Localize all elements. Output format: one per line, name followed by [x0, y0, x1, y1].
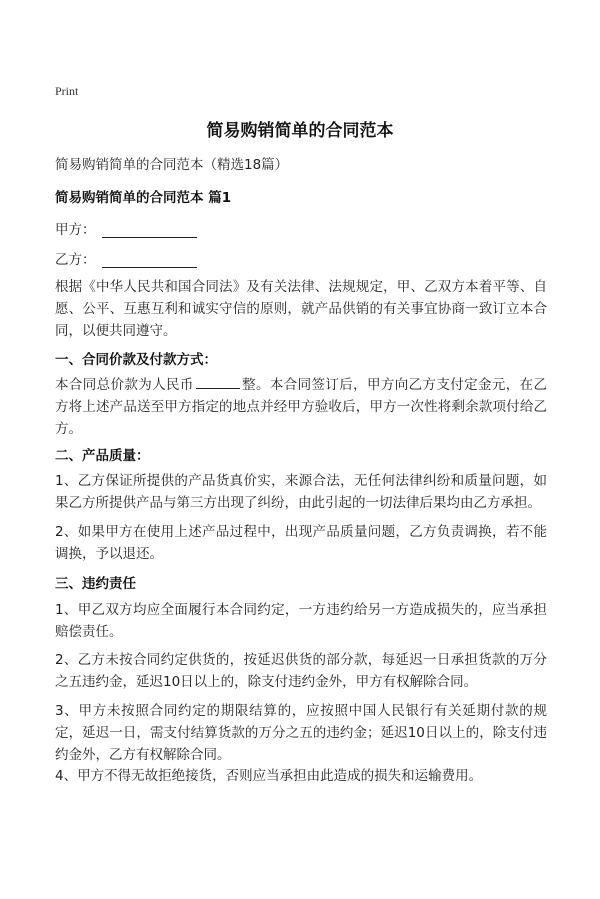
section3-heading: 三、违约责任 [55, 576, 136, 592]
intro-paragraph: 根据《中华人民共和国合同法》及有关法律、法规规定，甲、乙双方本着平等、自愿、公平、互惠互利和诚实守信的原则，就产品供销的有关事宜协商一致订立本合同，以便共同遵守。 [55, 279, 547, 339]
print-label[interactable]: Print [55, 84, 79, 98]
party-b-label: 乙方： [55, 252, 96, 268]
section2-item-1: 1、乙方保证所提供的产品货真价实，来源合法，无任何法律纠纷和质量问题，如果乙方所提供产品与第三方出现了纠纷，由此引起的一切法律后果均由乙方承担。 [55, 473, 547, 511]
section2-item-2: 2、如果甲方在使用上述产品过程中，出现产品质量问题，乙方负责调换，若不能调换，予以退还。 [55, 524, 547, 562]
party-a-line [55, 218, 197, 238]
section1-paragraph [55, 374, 547, 440]
article-title: 简易购销简单的合同范本 篇1 [55, 190, 232, 206]
section3-item-1: 1、甲乙双方均应全面履行本合同约定，一方违约给另一方造成损失的，应当承担赔偿责任。 [55, 602, 547, 640]
section3-item-3: 3、甲方未按照合同约定的期限结算的，应按照中国人民银行有关延期付款的规定，延迟一日，需支付结算货款的万分之五的违约金；延迟10日以上的，除支付违约金外，乙方有权解除合同。 [55, 703, 547, 763]
document-title: 简易购销简单的合同范本 [206, 121, 394, 141]
party-a-label: 甲方： [55, 222, 96, 238]
party-b-blank [102, 253, 197, 268]
party-a-blank [102, 223, 197, 238]
section1-heading: 一、合同价款及付款方式： [55, 352, 217, 368]
section3-item-4: 4、甲方不得无故拒绝接货，否则应当承担由此造成的损失和运输费用。 [55, 768, 483, 784]
section2-heading: 二、产品质量： [55, 448, 150, 464]
section3-item-2: 2、乙方未按合同约定供货的，按延迟供货的部分款，每延迟一日承担货款的万分之五违约金，延迟10日以上的，除支付违约金外，甲方有权解除合同。 [55, 652, 547, 690]
section1-text-before: 本合同总价款为人民币 [55, 377, 194, 393]
party-b-line [55, 248, 197, 268]
document-subtitle: 简易购销简单的合同范本（精选18篇） [55, 157, 289, 173]
section1-text-after: 整。本合同签订后，甲方向乙方支付定金元，在乙方将上述产品送至甲方指定的地点并经甲方验收后，甲方一次性将剩余款项付给乙方。 [55, 377, 547, 437]
amount-blank [196, 375, 240, 389]
